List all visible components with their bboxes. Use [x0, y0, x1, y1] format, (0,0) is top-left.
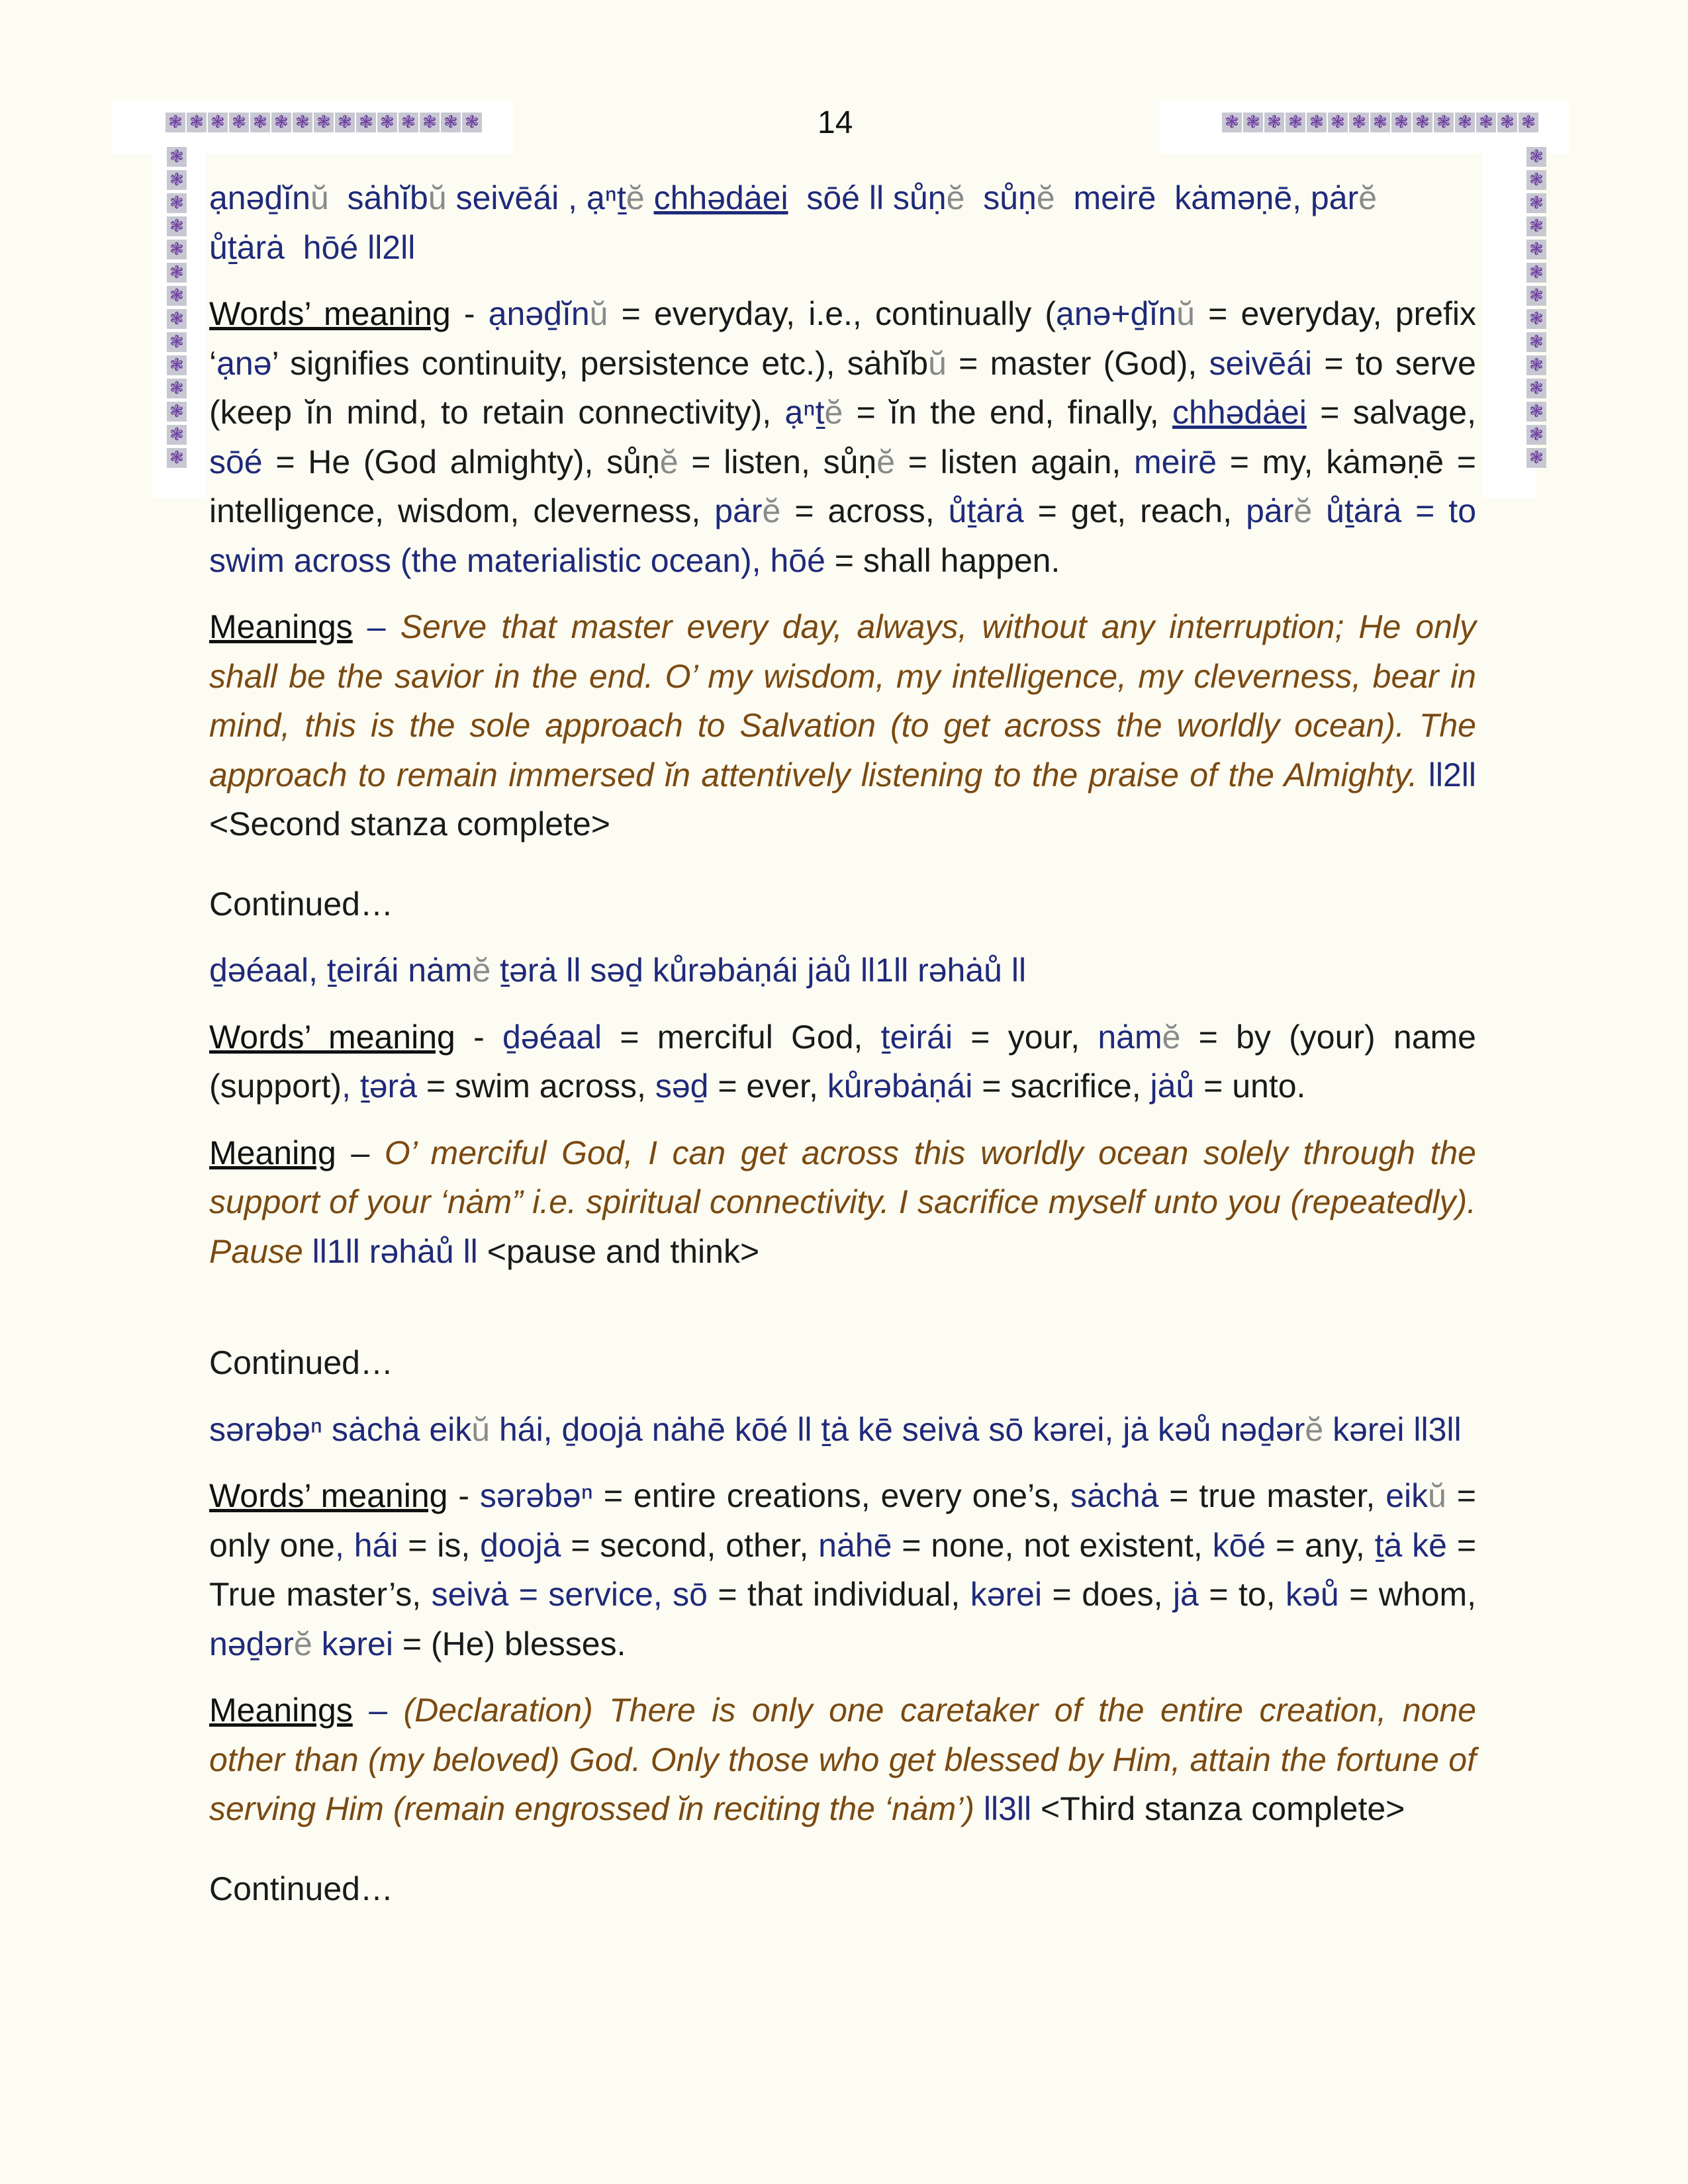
flower-ornament-icon: ❃: [1307, 113, 1327, 132]
words-meaning-stanza-2: Words’ meaning - ạnəḏĭnŭ = everyday, i.e., continually (ạnə+ḏĭnŭ = everyday, prefix ‘ạnə’ signifies continuity, persistence etc.), sȧhĭbŭ = master (God), seivēái = to serve (keep ĭn mind, to retain connectivity), ạⁿṯĕ = ĭn the end, finally, chhədȧei = salvage, sōé = He (God almighty), sůṇĕ = listen, sůṇĕ = listen again, meirē = my, kȧməṇē = intelligence, wisdom, cleverness, pȧrĕ = across, ůṯȧrȧ = get, reach, pȧrĕ ůṯȧrȧ = to swim across (the materialistic ocean), hōé = shall happen.: [209, 295, 1477, 579]
document-body: [209, 173, 1476, 1931]
flower-ornament-icon: ❃: [167, 216, 187, 236]
flower-ornament-icon: ❃: [1434, 113, 1454, 132]
words-meaning-heading: Words’ meaning: [209, 1477, 448, 1514]
verse-rahau: ḏəéaal, ṯeirái nȧmĕ ṯərȧ ll səḏ kůrəbȧṇái jȧů ll1ll rəhȧů ll: [209, 952, 1027, 989]
flower-ornament-icon: ❃: [1286, 113, 1305, 132]
flower-ornament-icon: ❃: [1328, 113, 1348, 132]
flower-ornament-icon: ❃: [1391, 113, 1411, 132]
flower-ornament-icon: ❃: [1349, 113, 1369, 132]
flower-ornament-icon: ❃: [1519, 113, 1538, 132]
flower-ornament-icon: ❃: [167, 170, 187, 190]
flower-ornament-icon: ❃: [1243, 113, 1263, 132]
flower-ornament-icon: ❃: [250, 113, 270, 132]
flower-ornament-icon: ❃: [1264, 113, 1284, 132]
flower-ornament-icon: ❃: [1526, 147, 1546, 167]
flower-ornament-icon: ❃: [167, 263, 187, 283]
flower-ornament-icon: ❃: [462, 113, 482, 132]
border-ornament-top-left: [165, 113, 483, 135]
flower-ornament-icon: ❃: [377, 113, 397, 132]
flower-ornament-icon: ❃: [1476, 113, 1496, 132]
flower-ornament-icon: ❃: [314, 113, 334, 132]
flower-ornament-icon: ❃: [167, 355, 187, 375]
flower-ornament-icon: ❃: [167, 402, 187, 422]
flower-ornament-icon: ❃: [271, 113, 291, 132]
flower-ornament-icon: ❃: [1526, 448, 1546, 468]
words-meaning-heading: Words’ meaning: [209, 295, 451, 332]
flower-ornament-icon: ❃: [1497, 113, 1517, 132]
flower-ornament-icon: ❃: [1413, 113, 1432, 132]
flower-ornament-icon: ❃: [441, 113, 461, 132]
flower-ornament-icon: ❃: [1526, 263, 1546, 283]
words-meaning-heading: Words’ meaning: [209, 1018, 455, 1056]
flower-ornament-icon: ❃: [335, 113, 355, 132]
flower-ornament-icon: ❃: [165, 113, 185, 132]
flower-ornament-icon: ❃: [167, 425, 187, 445]
flower-ornament-icon: ❃: [1526, 355, 1546, 375]
flower-ornament-icon: ❃: [1526, 216, 1546, 236]
flower-ornament-icon: ❃: [1455, 113, 1475, 132]
flower-ornament-icon: ❃: [167, 379, 187, 398]
meaning-heading: Meaning: [209, 1134, 336, 1171]
meanings-heading: Meanings: [209, 1692, 353, 1729]
border-ornament-right: [1526, 147, 1546, 471]
flower-ornament-icon: ❃: [167, 309, 187, 329]
flower-ornament-icon: ❃: [1526, 309, 1546, 329]
flower-ornament-icon: ❃: [293, 113, 312, 132]
flower-ornament-icon: ❃: [167, 332, 187, 352]
continued-label: Continued…: [209, 885, 393, 923]
flower-ornament-icon: ❃: [187, 113, 207, 132]
page-number: 14: [818, 105, 853, 140]
verse-stanza-3: sərəbəⁿ sȧchȧ eikŭ hái, ḏoojȧ nȧhē kōé ll ṯȧ kē seivȧ sō kərei, jȧ kəů nəḏərĕ kərei ll3ll: [209, 1410, 1462, 1448]
meanings-heading: Meanings: [209, 608, 353, 645]
flower-ornament-icon: ❃: [229, 113, 249, 132]
flower-ornament-icon: ❃: [420, 113, 440, 132]
border-ornament-top-right: [1222, 113, 1540, 135]
flower-ornament-icon: ❃: [1526, 286, 1546, 306]
flower-ornament-icon: ❃: [1526, 193, 1546, 213]
flower-ornament-icon: ❃: [167, 147, 187, 167]
flower-ornament-icon: ❃: [167, 193, 187, 213]
meanings-stanza-2: Meanings – Serve that master every day, always, without any interruption; He only shall be the savior in the end. O’ my wisdom, my intelligence, my cleverness, bear in mind, this is the sole approach to Salvation (to get across the worldly ocean). The approach to remain immersed ĭn attentively listening to the praise of the Almighty. ll2ll <Second stanza complete>: [209, 608, 1476, 842]
flower-ornament-icon: ❃: [1526, 332, 1546, 352]
flower-ornament-icon: ❃: [1222, 113, 1242, 132]
flower-ornament-icon: ❃: [1526, 425, 1546, 445]
meanings-stanza-3: Meanings – (Declaration) There is only one caretaker of the entire creation, none other than (my beloved) God. Only those who get blessed by Him, attain the fortune of serving Him (remain engrossed ĭn reciting the ‘nȧm’) ll3ll <Third stanza complete>: [209, 1692, 1476, 1827]
continued-label: Continued…: [209, 1870, 393, 1907]
flower-ornament-icon: ❃: [1526, 379, 1546, 398]
continued-label: Continued…: [209, 1344, 393, 1381]
border-ornament-left: [167, 147, 187, 471]
flower-ornament-icon: ❃: [208, 113, 228, 132]
flower-ornament-icon: ❃: [167, 448, 187, 468]
flower-ornament-icon: ❃: [399, 113, 418, 132]
words-meaning-stanza-3: Words’ meaning - sərəbəⁿ = entire creations, every one’s, sȧchȧ = true master, eikŭ = only one, hái = is, ḏoojȧ = second, other, nȧhē = none, not existent, kōé = any, ṯȧ kē = True master’s, seivȧ = service, sō = that individual, kərei = does, jȧ = to, kəů = whom, nəḏərĕ kərei = (He) blesses.: [209, 1477, 1477, 1662]
flower-ornament-icon: ❃: [1526, 402, 1546, 422]
flower-ornament-icon: ❃: [356, 113, 376, 132]
meaning-rahau: Meaning – O’ merciful God, I can get across this worldly ocean solely through the support of your ‘nȧm” i.e. spiritual connectivity. I sacrifice myself unto you (repeatedly). Pause ll1ll rəhȧů ll <pause and think>: [209, 1134, 1476, 1270]
flower-ornament-icon: ❃: [1526, 240, 1546, 259]
words-meaning-rahau: Words’ meaning - ḏəéaal = merciful God, ṯeirái = your, nȧmĕ = by (your) name (support), ṯərȧ = swim across, səḏ = ever, kůrəbȧṇái = sacrifice, jȧů = unto.: [209, 1018, 1476, 1105]
flower-ornament-icon: ❃: [167, 286, 187, 306]
flower-ornament-icon: ❃: [1526, 170, 1546, 190]
verse-stanza-2: ạnəḏĭnŭ sȧhĭbŭ seivēái , ạⁿṯĕ chhədȧei sōé ll sůṇĕ sůṇĕ meirē kȧməṇē, pȧrĕ ůṯȧrȧ hōé ll2ll: [209, 179, 1378, 266]
flower-ornament-icon: ❃: [167, 240, 187, 259]
flower-ornament-icon: ❃: [1370, 113, 1390, 132]
